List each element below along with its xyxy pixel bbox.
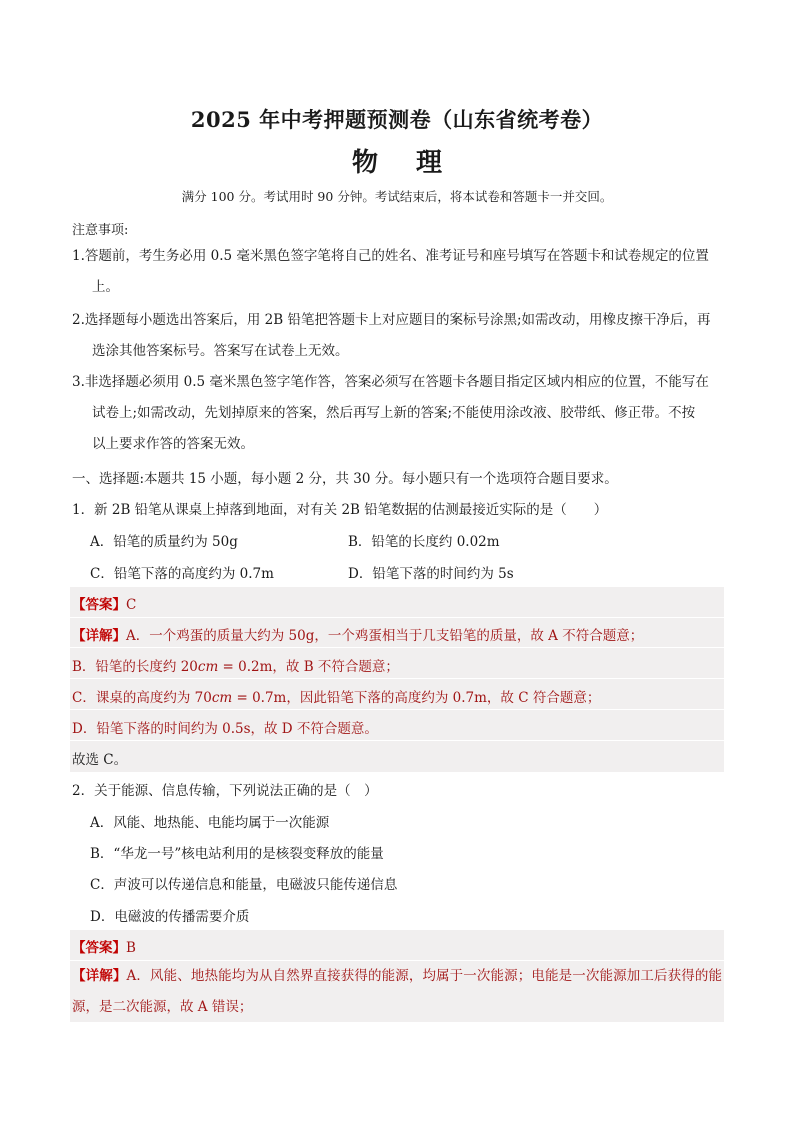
notice-item-2: 2.选择题每小题选出答案后，用 2B 铅笔把答题卡上对应题目的案标号涂黑;如需改动，用橡皮擦干净后，再 选涂其他答案标号。答案写在试卷上无效。 [72,312,711,359]
notice-item-3: 3.非选择题必须用 0.5 毫米黑色签字笔作答，答案必须写在答题卡各题目指定区域内相应的位置，不能写在 试卷上;如需改动，先划掉原来的答案，然后再写上新的答案;不能使用涂改液、胶带纸、修正带。不按 以上要求作答的答案无效。 [72,374,709,452]
question-1-option-c: C．铅笔下落的高度约为 0.7m [90,566,274,582]
section-heading: 一、选择题:本题共 15 小题，每小题 2 分，共 30 分。每小题只有一个选项符合题目要求。 [72,471,618,487]
answer-1-panel [70,587,724,772]
answer-1-detail-c: C．课桌的高度约为 70cm = 0.7m，因此铅笔下落的高度约为 0.7m，故 C 符合题意； [72,690,601,706]
answer-2: 【答案】B [72,940,136,956]
question-2-option-b: B．“华龙一号”核电站利用的是核裂变释放的能量 [90,846,384,862]
notice-item-1: 1.答题前，考生务必用 0.5 毫米黑色签字笔将自己的姓名、准考证号和座号填写在答题卡和试卷规定的位置 上。 [72,248,709,295]
question-1-option-a: A．铅笔的质量约为 50g [90,534,238,550]
answer-1-detail-b: B．铅笔的长度约 20cm = 0.2m，故 B 不符合题意； [72,659,399,675]
answer-2-detail-a: 【详解】A．风能、地热能均为从自然界直接获得的能源，均属于一次能源；电能是一次能源加工后获得的能源，是二次能源，故 A 错误； [72,968,723,1015]
answer-1: 【答案】C [72,597,137,613]
exam-title: 2025 年中考押题预测卷（山东省统考卷） [190,107,604,132]
answer-1-detail-a: 【详解】A．一个鸡蛋的质量大约为 50g，一个鸡蛋相当于几支铅笔的质量，故 A 不符合题意； [72,628,644,644]
subject-title: 物理 [351,148,480,178]
exam-intro: 满分 100 分。考试用时 90 分钟。考试结束后，将本试卷和答题卡一并交回。 [181,189,613,204]
question-1-option-d: D．铅笔下落的时间约为 5s [348,566,514,582]
notice-heading: 注意事项: [72,223,129,238]
answer-1-detail-d: D．铅笔下落的时间约为 0.5s，故 D 不符合题意。 [72,721,378,737]
question-1-stem: 1．新 2B 铅笔从课桌上掉落到地面，对有关 2B 铅笔数据的估测最接近实际的是（ ） [72,502,608,518]
question-2-option-d: D．电磁波的传播需要介质 [90,909,250,925]
answer-1-conclusion: 故选 C。 [72,752,128,768]
question-2-stem: 2．关于能源、信息传输，下列说法正确的是（ ） [72,783,378,799]
question-2-option-c: C．声波可以传递信息和能量，电磁波只能传递信息 [90,877,398,893]
question-1-option-b: B．铅笔的长度约 0.02m [348,534,500,550]
question-2-option-a: A．风能、地热能、电能均属于一次能源 [90,815,330,831]
